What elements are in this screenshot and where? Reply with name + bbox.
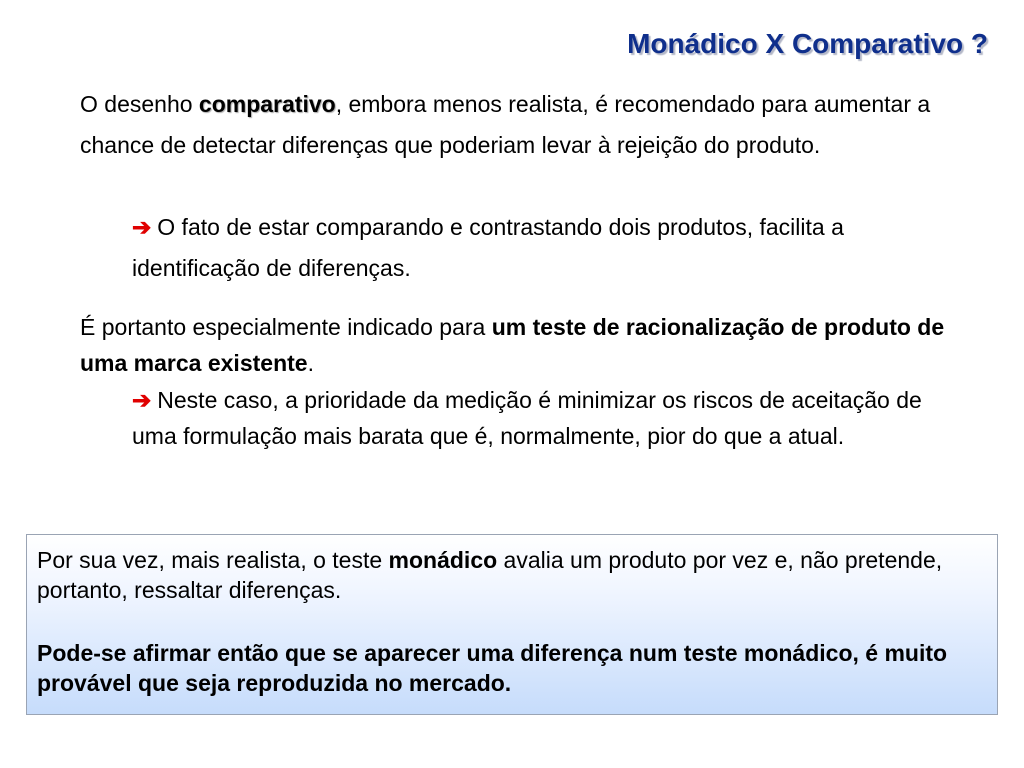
monadic-description — [37, 545, 987, 605]
indication-keyword: um teste de racionalização de produto de uma marca existente — [80, 314, 945, 376]
monadic-keyword: monádico — [388, 547, 498, 573]
right-arrow-icon: ➔ — [132, 387, 152, 413]
indication-text-pre: É portanto especialmente indicado para — [80, 314, 492, 340]
monadic-callout-box — [26, 534, 998, 715]
monadic-conclusion — [37, 638, 987, 698]
indication-paragraph — [80, 309, 980, 381]
indication-text-post: . — [307, 350, 314, 376]
comparative-text-post: , embora menos realista, é recomendado para aumentar a chance de detectar diferenças que poderiam levar à rejeição do produto. — [80, 91, 931, 158]
monadic-conclusion-text: Pode-se afirmar então que se aparecer uma diferença num teste monádico, é muito provável que seja reproduzida no mercado. — [37, 640, 948, 696]
spacer — [37, 605, 987, 638]
comparative-subpoint — [132, 207, 962, 289]
comparative-keyword: comparativo — [198, 91, 336, 117]
right-arrow-icon: ➔ — [132, 214, 152, 240]
monadic-text-pre: Por sua vez, mais realista, o teste — [37, 547, 389, 573]
comparative-paragraph — [80, 84, 980, 166]
indication-subpoint — [132, 382, 962, 454]
slide-title: Monádico X Comparativo ? — [627, 28, 988, 59]
indication-subpoint-text: Neste caso, a prioridade da medição é minimizar os riscos de aceitação de uma formulação mais barata que é, normalmente, pior do que a atual. — [132, 387, 922, 449]
comparative-text-pre: O desenho — [80, 91, 199, 117]
comparative-subpoint-text: O fato de estar comparando e contrastando dois produtos, facilita a identificação de diferenças. — [132, 214, 844, 281]
monadic-text-post: avalia um produto por vez e, não pretende, portanto, ressaltar diferenças. — [37, 547, 943, 603]
